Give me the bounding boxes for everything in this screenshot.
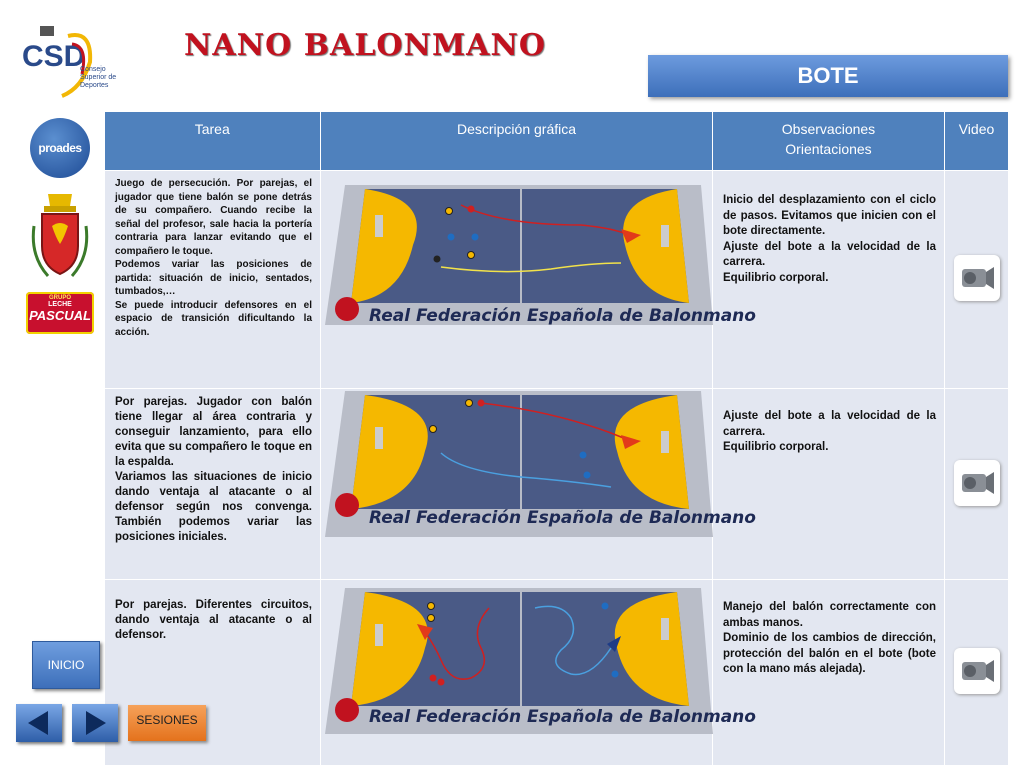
csd-abbr: CSD xyxy=(22,40,86,73)
court-diagram-cell xyxy=(321,171,756,389)
task-table xyxy=(104,112,1009,766)
inicio-button[interactable]: INICIO xyxy=(32,641,100,689)
header-descripcion: Descripción gráfica xyxy=(321,112,713,171)
pascual-logo xyxy=(26,292,94,334)
section-banner: BOTE xyxy=(648,55,1008,97)
tarea-cell xyxy=(105,389,321,580)
left-arrow-icon xyxy=(16,704,62,742)
csd-logo xyxy=(22,22,122,100)
table-row xyxy=(105,171,1009,389)
header-video: Video xyxy=(945,112,1009,171)
coat-of-arms-logo xyxy=(30,186,90,282)
sesiones-button[interactable]: SESIONES xyxy=(128,705,206,741)
prev-button[interactable] xyxy=(16,704,62,742)
observaciones-cell xyxy=(713,389,945,580)
court-diagram xyxy=(321,185,756,337)
video-camera-icon[interactable] xyxy=(954,648,1000,694)
observaciones-cell xyxy=(713,580,945,766)
tarea-text: Por parejas. Diferentes circuitos, dando ventaja al atacante o al defensor. xyxy=(115,599,312,641)
header-observaciones-text: Observaciones Orientaciones xyxy=(781,121,876,157)
court-diagram xyxy=(321,588,756,740)
tarea-cell xyxy=(105,171,321,389)
video-cell xyxy=(945,389,1009,580)
tarea-text: Por parejas. Jugador con balón tiene llegar al área contraria y conseguir lanzamiento, para ello evita que su compañero le toque en la espalda. Variamos las situaciones de inicio dando ventaja al atacante o al defensor según nos convenga. También podemos variar las posiciones iniciales. xyxy=(115,396,312,543)
video-camera-icon[interactable] xyxy=(954,460,1000,506)
next-button[interactable] xyxy=(72,704,118,742)
table-row xyxy=(105,580,1009,766)
csd-line1: Consejo xyxy=(80,66,106,73)
video-camera-icon[interactable] xyxy=(954,255,1000,301)
csd-line2: Superior de xyxy=(80,74,117,81)
observaciones-text: Manejo del balón correctamente con ambas manos. Dominio de los cambios de dirección, protección del balón en el bote (bote con la mano más alejada). xyxy=(723,601,936,675)
court-caption: Real Federación Española de Balonmano xyxy=(369,306,756,326)
right-arrow-icon xyxy=(72,704,118,742)
csd-text xyxy=(80,66,116,90)
court-caption: Real Federación Española de Balonmano xyxy=(369,707,756,727)
tarea-text: Juego de persecución. Por parejas, el jugador que tiene balón se pone detrás de su compañero. Cuando recibe la señal del profesor, sale hacia la portería contraria para lanzar evitando que el compañero le toque. Podemos variar las posiciones de partida: situación de inicio, sentados, tumbados,… Se puede introducir defensores en el espacio de transición dificultando la acción. xyxy=(115,178,312,338)
pascual-name: PASCUAL xyxy=(29,308,91,323)
observaciones-text: Inicio del desplazamiento con el ciclo de pasos. Evitamos que inicien con el bote directamente. Ajuste del bote a la velocidad de la carrera. Equilibrio corporal. xyxy=(723,194,936,284)
observaciones-text: Ajuste del bote a la velocidad de la carrera. Equilibrio corporal. xyxy=(723,410,936,453)
header-tarea: Tarea xyxy=(105,112,321,171)
table-row xyxy=(105,389,1009,580)
proades-logo: proades xyxy=(30,118,90,178)
court-caption: Real Federación Española de Balonmano xyxy=(369,508,756,528)
pascual-top: GRUPO xyxy=(48,295,71,301)
header-observaciones xyxy=(713,112,945,171)
court-diagram-cell xyxy=(321,580,756,766)
page-title: NANO BALONMANO xyxy=(184,28,547,63)
court-diagram xyxy=(321,391,756,543)
pascual-mid: LECHE xyxy=(48,301,72,308)
csd-line3: Deportes xyxy=(80,82,109,89)
video-cell xyxy=(945,580,1009,766)
video-cell xyxy=(945,171,1009,389)
observaciones-cell xyxy=(713,171,945,389)
court-diagram-cell xyxy=(321,389,756,580)
